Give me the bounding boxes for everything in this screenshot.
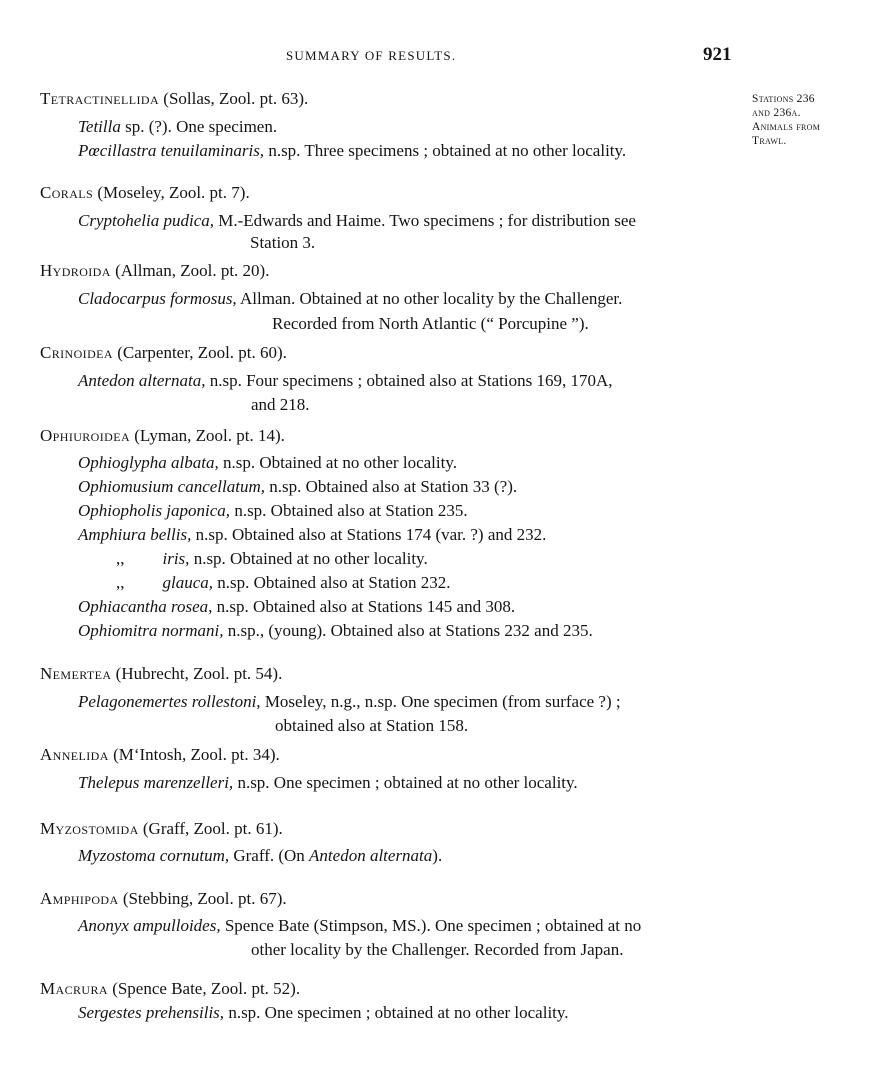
group-heading <box>40 889 287 909</box>
species-note: n.sp. One specimen ; obtained at no other locality. <box>233 773 578 792</box>
species-note-continuation: other locality by the Challenger. Recorded from Japan. <box>251 940 624 959</box>
species-note: Graff. (On <box>229 846 310 865</box>
species-note-continuation: obtained also at Station 158. <box>275 716 469 735</box>
species-name: Amphiura bellis, <box>78 525 192 544</box>
species-note: n.sp. Obtained also at Station 33 (?). <box>264 477 518 496</box>
group-heading <box>40 819 283 839</box>
running-title: SUMMARY OF RESULTS. <box>286 48 457 63</box>
species-note: Spence Bate (Stimpson, MS.). One specimen ; obtained at no <box>220 916 642 935</box>
species-entry <box>78 846 442 866</box>
group-reference: (Graff, Zool. pt. 61). <box>138 819 283 838</box>
species-note-continuation: and 218. <box>251 395 310 414</box>
species-name: Ophiomusium cancellatum, <box>78 477 265 496</box>
group-name: Amphipoda <box>40 889 119 908</box>
species-entry <box>78 1003 569 1023</box>
species-note: n.sp., (young). Obtained also at Stations 232 and 235. <box>223 621 593 640</box>
species-note: n.sp. Obtained at no other locality. <box>189 549 428 568</box>
group-reference: (Moseley, Zool. pt. 7). <box>93 183 250 202</box>
species-entry <box>78 453 457 473</box>
species-entry <box>78 692 621 712</box>
group-heading <box>40 183 250 203</box>
group-heading <box>40 979 300 999</box>
group-reference: (Carpenter, Zool. pt. 60). <box>112 343 287 362</box>
species-entry <box>78 371 613 391</box>
species-note: Moseley, n.g., n.sp. One specimen (from surface ?) ; <box>260 692 621 711</box>
ditto-mark: ,, <box>116 549 125 568</box>
species-note: n.sp. Three specimens ; obtained at no other locality. <box>264 141 627 160</box>
group-reference: (Spence Bate, Zool. pt. 52). <box>107 979 301 998</box>
species-note: sp. (?). One specimen. <box>120 117 278 136</box>
group-heading <box>40 745 280 765</box>
species-note-continuation: Station 3. <box>250 233 316 252</box>
group-reference: (M‘Intosh, Zool. pt. 34). <box>108 745 280 764</box>
species-note: n.sp. One specimen ; obtained at no other locality. <box>224 1003 569 1022</box>
species-entry <box>78 477 517 497</box>
species-entry <box>78 525 546 545</box>
species-name: Ophioglypha albata, <box>78 453 219 472</box>
species-entry <box>78 916 641 936</box>
species-name: Sergestes prehensilis, <box>78 1003 225 1022</box>
species-note: n.sp. Obtained also at Stations 174 (var. ?) and 232. <box>191 525 547 544</box>
group-reference: (Sollas, Zool. pt. 63). <box>159 89 309 108</box>
margin-note <box>752 92 862 148</box>
species-name: glauca, <box>162 573 214 592</box>
species-entry <box>78 117 277 137</box>
group-heading <box>40 343 287 363</box>
species-entry <box>78 211 636 231</box>
group-name: Tetractinellida <box>40 89 160 108</box>
species-note: n.sp. Obtained also at Station 232. <box>213 573 451 592</box>
species-name: Cladocarpus formosus, <box>78 289 237 308</box>
species-entry <box>78 597 515 617</box>
species-name: Ophiopholis japonica, <box>78 501 231 520</box>
species-entry <box>78 773 578 793</box>
species-entry <box>116 573 451 593</box>
species-note: n.sp. Obtained also at Stations 145 and 308. <box>212 597 516 616</box>
species-entry <box>78 289 622 309</box>
species-name: Ophiomitra normani, <box>78 621 224 640</box>
species-name: Myzostoma cornutum, <box>78 846 230 865</box>
group-heading <box>40 426 285 446</box>
host-species-name: Antedon alternata <box>309 846 433 865</box>
page-number: 921 <box>703 44 732 65</box>
group-heading <box>40 261 269 281</box>
species-note: n.sp. Four specimens ; obtained also at Stations 169, 170A, <box>205 371 613 390</box>
species-entry <box>78 621 593 641</box>
group-reference: (Allman, Zool. pt. 20). <box>110 261 270 280</box>
group-name: Hydroida <box>40 261 111 280</box>
species-note: n.sp. Obtained also at Station 235. <box>230 501 468 520</box>
margin-note-line: Trawl. <box>752 135 787 147</box>
species-name: Anonyx ampulloides, <box>78 916 221 935</box>
group-name: Corals <box>40 183 94 202</box>
species-note: n.sp. Obtained at no other locality. <box>218 453 457 472</box>
group-name: Nemertea <box>40 664 112 683</box>
group-name: Annelida <box>40 745 109 764</box>
group-reference: (Stebbing, Zool. pt. 67). <box>118 889 287 908</box>
group-heading <box>40 89 308 109</box>
species-note: Allman. Obtained at no other locality by the Challenger. <box>236 289 623 308</box>
ditto-mark: ,, <box>116 573 125 592</box>
species-entry <box>78 141 626 161</box>
species-name: Ophiacantha rosea, <box>78 597 213 616</box>
species-name: Pœcillastra tenuilaminaris, <box>78 141 265 160</box>
margin-note-line: Animals from <box>752 121 821 133</box>
species-entry <box>116 549 428 569</box>
group-reference: (Hubrecht, Zool. pt. 54). <box>111 664 283 683</box>
species-entry <box>78 501 468 521</box>
group-heading <box>40 664 282 684</box>
group-name: Ophiuroidea <box>40 426 131 445</box>
species-name: Antedon alternata, <box>78 371 206 390</box>
species-name: iris, <box>162 549 190 568</box>
species-name: Cryptohelia pudica, <box>78 211 214 230</box>
species-name: Thelepus marenzelleri, <box>78 773 234 792</box>
group-name: Macrura <box>40 979 108 998</box>
group-name: Crinoidea <box>40 343 113 362</box>
species-name: Tetilla <box>78 117 121 136</box>
species-note: ). <box>432 846 443 865</box>
group-name: Myzostomida <box>40 819 139 838</box>
species-name: Pelagonemertes rollestoni, <box>78 692 261 711</box>
margin-note-line: Stations 236 <box>752 93 815 105</box>
species-note-continuation: Recorded from North Atlantic (“ Porcupine ”). <box>272 314 589 333</box>
margin-note-line: and 236a. <box>752 107 801 119</box>
species-note: M.-Edwards and Haime. Two specimens ; for distribution see <box>213 211 636 230</box>
group-reference: (Lyman, Zool. pt. 14). <box>130 426 285 445</box>
